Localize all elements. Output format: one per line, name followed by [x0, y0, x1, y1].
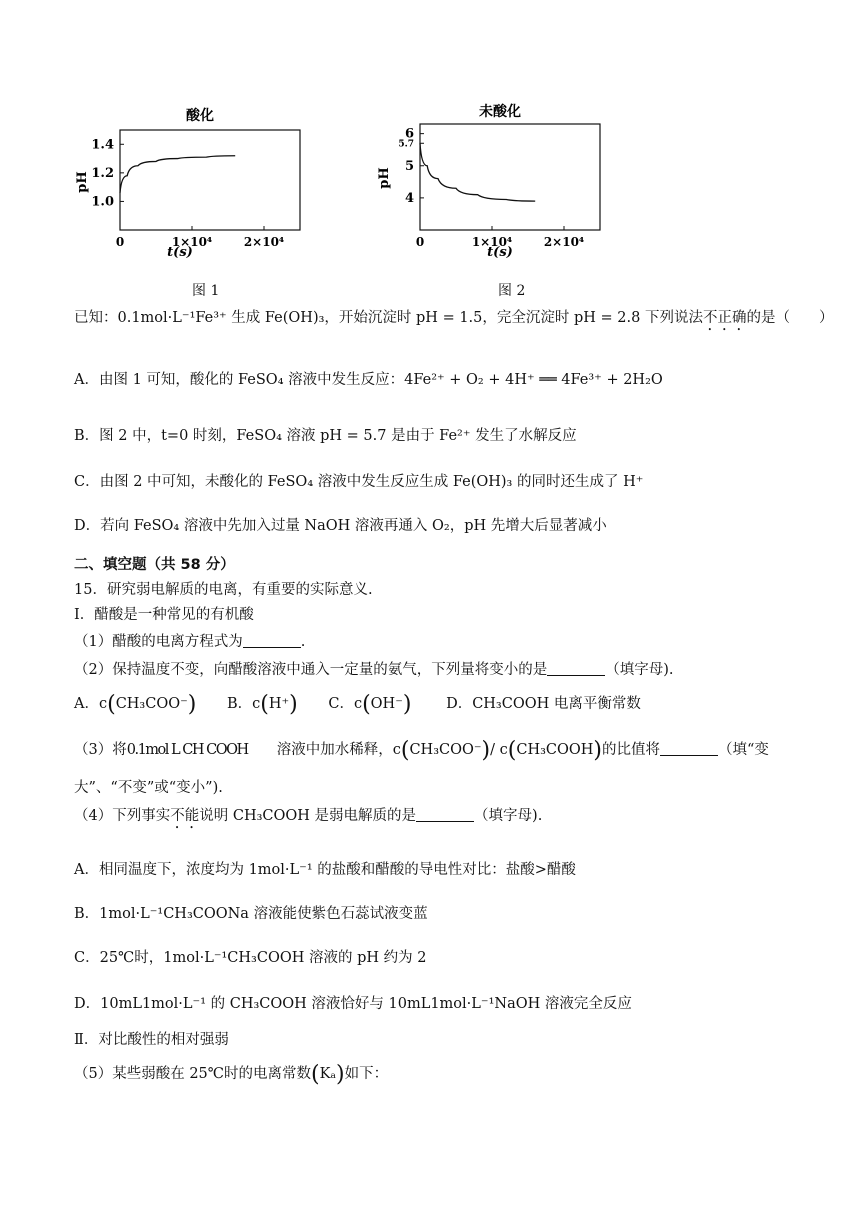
q15-1-blank[interactable]	[243, 633, 301, 648]
q15-2-option-c: C．c(OH⁻)	[328, 692, 412, 717]
part-2-heading: Ⅱ．对比酸性的相对强弱	[74, 1032, 229, 1048]
q15-3-acetate: CH₃COO⁻	[409, 742, 482, 758]
series-line	[420, 143, 535, 201]
y-tick-label: 1.2	[91, 165, 114, 181]
q15-4-text-c: （填字母).	[474, 808, 543, 824]
y-tick-label: 4	[404, 190, 414, 206]
q14-stem-end: 的是（ ）	[746, 310, 834, 326]
x-tick-label: 0	[415, 235, 425, 249]
q15-2-options	[74, 694, 641, 715]
y-tick-label: 1.4	[91, 137, 114, 153]
q15-title: 15．研究弱电解质的电离，有重要的实际意义.	[74, 582, 373, 598]
q15-3-text-c: 的比值将	[602, 742, 661, 758]
q14-option-c: C．由图 2 中可知，未酸化的 FeSO₄ 溶液中发生反应生成 Fe(OH)₃ 的同时还生成了 H⁺	[74, 474, 644, 490]
q15-2-option-b: B．c(H⁺)	[226, 692, 298, 717]
x-tick-label: 2×10⁴	[243, 235, 285, 249]
q15-4-emphasis: 不能	[170, 808, 200, 824]
q15-1-end: .	[300, 634, 306, 650]
figure-1-x-label: t(s)	[167, 245, 193, 260]
q15-4-option-b: B．1mol·L⁻¹CH₃COONa 溶液能使紫色石蕊试液变蓝	[74, 906, 428, 922]
figure-2-caption: 图 2	[498, 283, 526, 299]
q15-3-acid: CH₃COOH	[516, 742, 594, 758]
figure-2-x-label: t(s)	[487, 245, 513, 260]
q14-option-d: D．若向 FeSO₄ 溶液中先加入过量 NaOH 溶液再通入 O₂，pH 先增大后显著减小	[74, 518, 607, 534]
q14-stem	[74, 308, 833, 334]
q15-2-option-a: A．c(CH₃COO⁻)	[74, 692, 197, 717]
figure-1-y-label: pH	[75, 171, 90, 193]
figure-2	[360, 100, 620, 260]
q15-3-blank[interactable]	[660, 741, 718, 756]
q15-4-option-d: D．10mL1mol·L⁻¹ 的 CH₃COOH 溶液恰好与 10mL1mol·L⁻¹NaOH 溶液完全反应	[74, 996, 632, 1012]
q15-4	[74, 806, 542, 832]
x-tick-label: 1×10⁴	[471, 235, 513, 249]
q14-option-b: B．图 2 中，t=0 时刻，FeSO₄ 溶液 pH = 5.7 是由于 Fe²⁺ 发生了水解反应	[74, 428, 577, 444]
figure-2-title: 未酸化	[479, 104, 521, 120]
q15-4-text: （4）下列事实	[74, 808, 171, 824]
q15-2-end: （填字母).	[605, 662, 674, 678]
section-heading: 二、填空题（共 58 分）	[74, 557, 235, 573]
q15-3-divider: / c	[490, 742, 508, 758]
q14-emphasis: 不正确	[702, 310, 747, 326]
figure-2-y-label: pH	[377, 167, 392, 189]
x-tick-label: 1×10⁴	[171, 235, 213, 249]
q15-5-ka: Kₐ	[319, 1066, 337, 1082]
figure-1-chart	[60, 100, 320, 260]
x-tick-label: 0	[115, 235, 125, 249]
y-tick-label: 6	[404, 126, 414, 142]
q15-4-text-b: 说明 CH₃COOH 是弱电解质的是	[199, 808, 417, 824]
figure-2-chart	[360, 100, 620, 260]
q15-5: （5）某些弱酸在 25℃时的电离常数(Kₐ)如下：	[74, 1062, 389, 1087]
q15-3: （3）将0.1mol L CH COOH 溶液中加水稀释，c(CH₃COO⁻)/ c(CH₃COOH)的比值将 （填“变	[74, 738, 769, 763]
q14-option-a: A．由图 1 可知，酸化的 FeSO₄ 溶液中发生反应：4Fe²⁺ + O₂ + 4H⁺ ══ 4Fe³⁺ + 2H₂O	[74, 372, 663, 388]
q15-3-text-d: （填“变	[718, 742, 769, 758]
q15-2-blank[interactable]	[547, 661, 605, 676]
figure-1-title: 酸化	[186, 108, 214, 124]
q15-3-text-b: 溶液中加水稀释，c	[276, 742, 401, 758]
q15-3-line-2: 大”、“不变”或“变小”).	[74, 780, 223, 796]
q15-4-option-a: A．相同温度下，浓度均为 1mol·L⁻¹ 的盐酸和醋酸的导电性对比：盐酸>醋酸	[74, 862, 576, 878]
q15-5-text-b: 如下：	[344, 1066, 389, 1082]
figure-2-frame	[420, 124, 600, 230]
x-tick-label: 2×10⁴	[543, 235, 585, 249]
q15-4-option-c: C．25℃时，1mol·L⁻¹CH₃COOH 溶液的 pH 约为 2	[74, 950, 427, 966]
series-line	[120, 156, 235, 193]
q15-2	[74, 660, 674, 680]
q15-4-blank[interactable]	[416, 807, 474, 822]
q14-stem-text: 已知：0.1mol·L⁻¹Fe³⁺ 生成 Fe(OH)₃，开始沉淀时 pH = 1.5，完全沉淀时 pH = 2.8 下列说法	[74, 310, 703, 326]
q15-3-text: （3）将	[74, 742, 127, 758]
q15-5-text: （5）某些弱酸在 25℃时的电离常数	[74, 1066, 312, 1082]
figure-1-frame	[120, 130, 300, 230]
y-tick-label: 5	[404, 158, 414, 174]
q15-1	[74, 632, 305, 652]
figure-1-caption: 图 1	[192, 283, 220, 299]
y-tick-label: 1.0	[91, 194, 114, 210]
y-tick-label: 5.7	[398, 139, 414, 150]
figure-1	[60, 100, 320, 260]
q15-1-text: （1）醋酸的电离方程式为	[74, 634, 243, 650]
part-1-heading: Ⅰ．醋酸是一种常见的有机酸	[74, 607, 254, 623]
q15-3-concentration: 0.1mol L CH COOH	[126, 742, 248, 758]
q15-2-text: （2）保持温度不变，向醋酸溶液中通入一定量的氨气，下列量将变小的是	[74, 662, 548, 678]
q15-2-option-d: D．CH₃COOH 电离平衡常数	[446, 696, 641, 712]
